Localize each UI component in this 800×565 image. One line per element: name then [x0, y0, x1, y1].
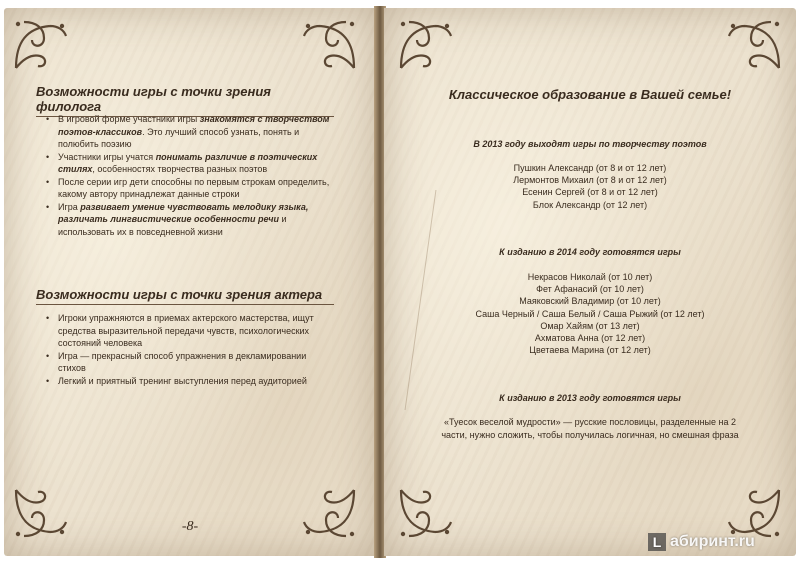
group-2013-upcoming-heading: К изданию в 2013 году готовятся игры: [499, 393, 681, 403]
list-item: Саша Черный / Саша Белый / Саша Рыжий (от 12 лет): [475, 308, 705, 319]
corner-ornament-icon: [395, 485, 455, 540]
right-page-title: Классическое образование в Вашей семье!: [448, 87, 732, 102]
watermark: [648, 531, 755, 553]
list-item: Блок Александр (от 12 лет): [532, 199, 648, 210]
list-item: Пушкин Александр (от 8 и от 12 лет): [513, 163, 667, 173]
list-item: Фет Афанасий (от 10 лет): [536, 284, 644, 295]
list-item: • В игровой форме участники игры знакомятся с творчеством поэтов-классиков. Это лучший способ узнать, понять и полюбить поэзию: [46, 113, 336, 151]
list-item: • Участники игры учатся понимать различие в поэтических стилях, особенностях творчества разных поэтов: [46, 151, 336, 176]
group-2013-heading: В 2013 году выходят игры по творчеству поэтов: [473, 139, 707, 149]
philologist-bullet-list: [46, 113, 336, 238]
corner-ornament-icon: [300, 485, 360, 540]
list-item: • Игроки упражняются в приемах актерского мастерства, ищут средства выразительной передачи чувств, психологических состояний человека: [46, 312, 336, 350]
corner-ornament-icon: [725, 18, 785, 73]
list-item: Маяковский Владимир (от 10 лет): [519, 296, 661, 307]
watermark-text: абиринт.ru: [670, 533, 755, 550]
watermark-logo-icon: L: [648, 533, 666, 551]
group-2013-list: [384, 162, 796, 211]
list-item: Омар Хайям (от 13 лет): [540, 320, 640, 331]
list-item: • После серии игр дети способны по первым строкам определить, какому автору принадлежат данные строки: [46, 176, 336, 201]
list-item: • Игра — прекрасный способ упражнения в декламировании стихов: [46, 350, 336, 375]
actor-section-title: Возможности игры с точки зрения актера: [36, 287, 334, 305]
corner-ornament-icon: [10, 18, 70, 73]
list-item: • Игра развивает умение чувствовать мелодику языка, различать лингвистические особенности речи и использовать их в повседневной жизни: [46, 201, 336, 239]
list-item: • Легкий и приятный тренинг выступления перед аудиторией: [46, 375, 336, 388]
corner-ornament-icon: [395, 18, 455, 73]
upcoming-game-description: «Туесок веселой мудрости» — русские пословицы, разделенные на 2 части, нужно сложить, чтобы получилась логичная, но смешная фраза: [441, 417, 739, 440]
list-item: Цветаева Марина (от 12 лет): [529, 345, 651, 356]
group-2014-list: [384, 271, 796, 356]
page-number: -8-: [181, 519, 199, 534]
philologist-section-title: Возможности игры с точки зрения филолога: [36, 84, 334, 117]
list-item: Есенин Сергей (от 8 и от 12 лет): [522, 187, 658, 198]
list-item: Ахматова Анна (от 12 лет): [534, 333, 646, 344]
corner-ornament-icon: [10, 485, 70, 540]
corner-ornament-icon: [300, 18, 360, 73]
actor-bullet-list: [46, 312, 336, 387]
list-item: Лермонтов Михаил (от 8 и от 12 лет): [513, 175, 667, 186]
group-2014-heading: К изданию в 2014 году готовятся игры: [499, 247, 681, 257]
list-item: Некрасов Николай (от 10 лет): [527, 272, 653, 282]
